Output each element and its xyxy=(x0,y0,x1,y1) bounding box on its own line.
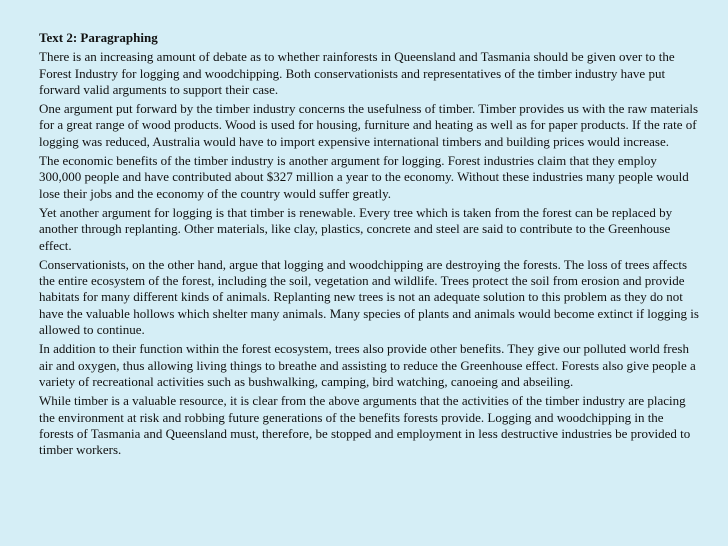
paragraph-economic: The economic benefits of the timber industry is another argument for logging. Forest industries claim that they employ 300,000 people and have contributed about $327 million a year to the economy. Without these industries many people would lose their jobs and the economy of the country would suffer greatly. xyxy=(39,153,689,201)
paragraph-renewable: Yet another argument for logging is that timber is renewable. Every tree which is taken from the forest can be replaced by another through replanting. Other materials, like clay, plastics, concrete and steel are said to contribute to the Greenhouse effect. xyxy=(39,204,673,253)
paragraph-intro: There is an increasing amount of debate as to whether rainforests in Queensland and Tasmania should be given over to the Forest Industry for logging and woodchipping. Both conservationists and representatives of the timber industry have put forward valid arguments to support their case. xyxy=(39,49,675,97)
paragraph-conclusion: While timber is a valuable resource, it is clear from the above arguments that the activities of the timber industry are placing the environment at risk and robbing future generations of the benefits forests provide. Logging and woodchipping in the forests of Tasmania and Queensland must, therefore, be stopped and employment in less destructive industries be provided to timber workers. xyxy=(39,393,691,458)
paragraph-benefits: In addition to their function within the forest ecosystem, trees also provide other benefits. They give our polluted world fresh air and oxygen, thus allowing living things to breathe and assisting to reduce the Greenhouse effect. Forests also give people a variety of recreational activities such as bushwalking, camping, bird watching, canoeing and abseiling. xyxy=(39,341,696,389)
paragraph-usefulness: One argument put forward by the timber industry concerns the usefulness of timber. Timber provides us with the raw materials for a great range of wood products. Wood is used for housing, furniture and heating as well as for paper products. If the rate of logging was reduced, Australia would have to import expensive international timbers and building prices would increase. xyxy=(39,101,699,149)
paragraph-conservationists: Conservationists, on the other hand, argue that logging and woodchipping are destroying the forests. The loss of trees affects the entire ecosystem of the forest, including the soil, vegetation and wildlife. Trees protect the soil from erosion and provide habitats for many different kinds of animals. Replanting new trees is not an adequate solution to this problem as they do not have the valuable hollows which shelter many animals. Many species of plants and animals would become extinct if logging is allowed to continue. xyxy=(39,256,699,338)
document-title: Text 2: Paragraphing xyxy=(39,30,158,45)
document-body xyxy=(39,30,699,461)
